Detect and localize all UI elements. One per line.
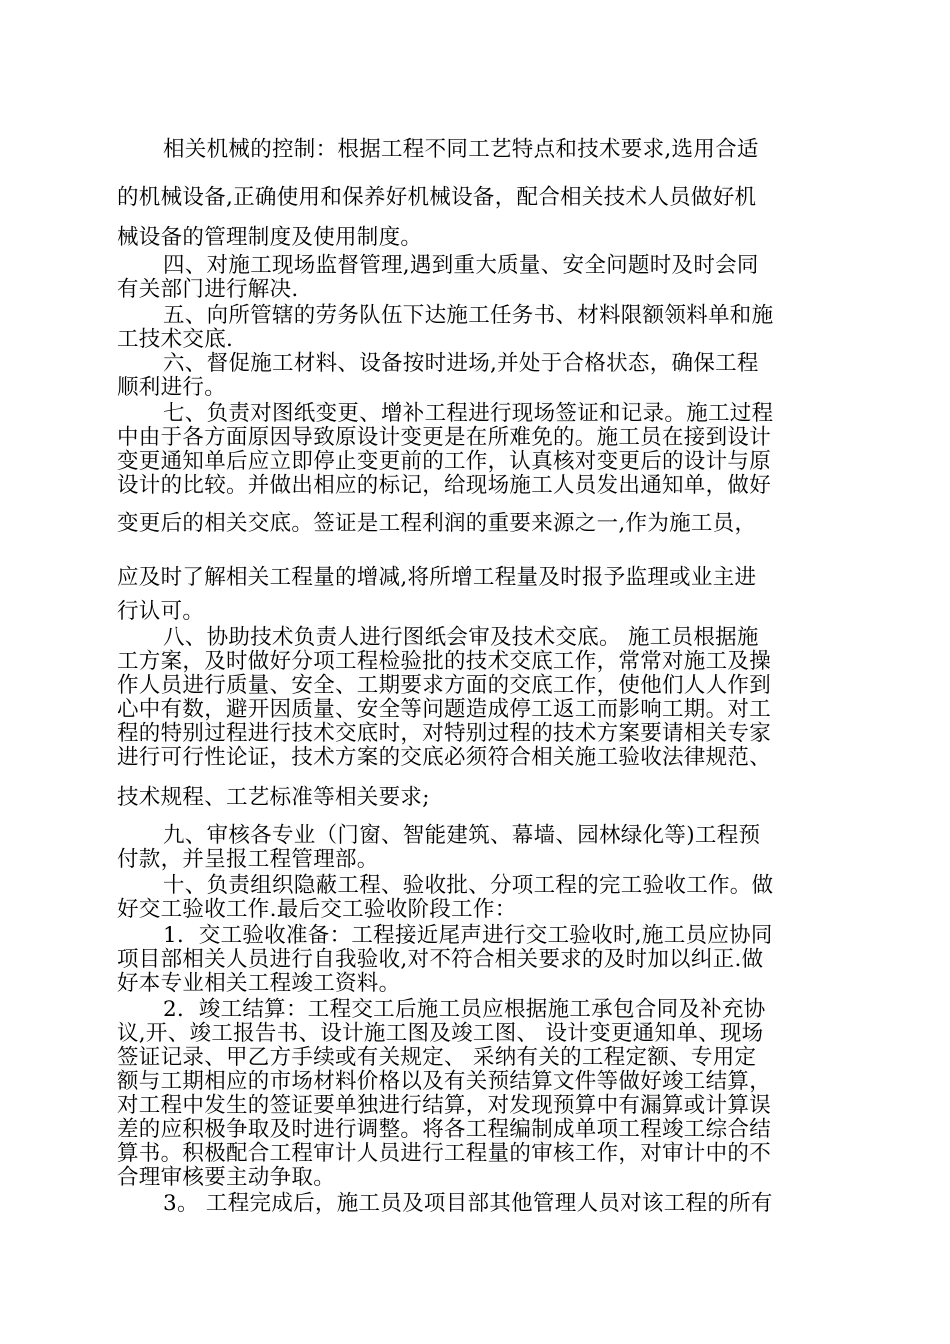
text-line: 应及时了解相关工程量的增减,将所增工程量及时报予监理或业主进	[117, 565, 757, 590]
text-line: 作人员进行质量、安全、工期要求方面的交底工作，使他们人人作到	[117, 673, 772, 698]
text-line: 五、向所管辖的劳务队伍下达施工任务书、材料限额领料单和施	[163, 303, 774, 328]
text-line: 项目部相关人员进行自我验收,对不符合相关要求的及时加以纠正.做	[117, 947, 764, 972]
text-line: 签证记录、甲乙方手续或有关规定、 采纳有关的工程定额、专用定	[117, 1045, 757, 1070]
text-line: 差的应积极争取及时进行调整。将各工程编制成单项工程竣工综合结	[117, 1117, 772, 1142]
text-line: 九、审核各专业（门窗、智能建筑、幕墙、园林绿化等)工程预	[163, 823, 761, 848]
text-line: 变更后的相关交底。签证是工程利润的重要来源之一,作为施工员，	[117, 511, 757, 536]
text-line: 对工程中发生的签证要单独进行结算，对发现预算中有漏算或计算误	[117, 1093, 772, 1118]
text-line: 工技术交底.	[117, 327, 234, 352]
text-line: 的机械设备,正确使用和保养好机械设备，配合相关技术人员做好机	[117, 185, 757, 210]
text-line: 相关机械的控制：根据工程不同工艺特点和技术要求,选用合适	[163, 137, 759, 162]
text-line: 有关部门进行解决.	[117, 277, 299, 302]
text-line: 程的特别过程进行技术交底时，对特别过程的技术方案要请相关专家	[117, 721, 772, 746]
text-line: 3。 工程完成后，施工员及项目部其他管理人员对该工程的所有	[163, 1191, 773, 1216]
text-line: 变更通知单后应立即停止变更前的工作，认真核对变更后的设计与原	[117, 449, 772, 474]
text-line: 顺利进行。	[117, 375, 227, 400]
text-line: 付款，并呈报工程管理部。	[117, 847, 379, 872]
text-line: 四、对施工现场监督管理,遇到重大质量、安全问题时及时会同	[163, 253, 759, 278]
text-line: 六、督促施工材料、设备按时进场,并处于合格状态，确保工程	[163, 351, 759, 376]
text-line: 工方案，及时做好分项工程检验批的技术交底工作，常常对施工及操	[117, 649, 772, 674]
text-line: 1．交工验收准备：工程接近尾声进行交工验收时,施工员应协同	[163, 923, 773, 948]
text-line: 行认可。	[117, 599, 205, 624]
text-line: 进行可行性论证，技术方案的交底必须符合相关施工验收法律规范、	[117, 745, 772, 770]
text-line: 械设备的管理制度及使用制度。	[117, 225, 423, 250]
text-line: 八、协助技术负责人进行图纸会审及技术交底。 施工员根据施	[163, 625, 759, 650]
text-line: 中由于各方面原因导致原设计变更是在所难免的。施工员在接到设计	[117, 425, 772, 450]
text-line: 2．竣工结算：工程交工后施工员应根据施工承包合同及补充协	[163, 997, 766, 1022]
text-line: 额与工期相应的市场材料价格以及有关预结算文件等做好竣工结算，	[117, 1069, 772, 1094]
text-line: 十、负责组织隐蔽工程、验收批、分项工程的完工验收工作。做	[163, 873, 774, 898]
text-line: 心中有数，避开因质量、安全等问题造成停工返工而影响工期。对工	[117, 697, 772, 722]
text-line: 议,开、竣工报告书、设计施工图及竣工图、 设计变更通知单、现场	[117, 1021, 764, 1046]
text-line: 七、负责对图纸变更、增补工程进行现场签证和记录。施工过程	[163, 401, 774, 426]
text-line: 算书。积极配合工程审计人员进行工程量的审核工作，对审计中的不	[117, 1141, 772, 1166]
text-line: 合理审核要主动争取。	[117, 1165, 336, 1190]
text-line: 好交工验收工作.最后交工验收阶段工作：	[117, 897, 517, 922]
text-line: 技术规程、工艺标准等相关要求;	[117, 785, 430, 810]
text-line: 设计的比较。并做出相应的标记，给现场施工人员发出通知单，做好	[117, 473, 772, 498]
text-line: 好本专业相关工程竣工资料。	[117, 971, 401, 996]
